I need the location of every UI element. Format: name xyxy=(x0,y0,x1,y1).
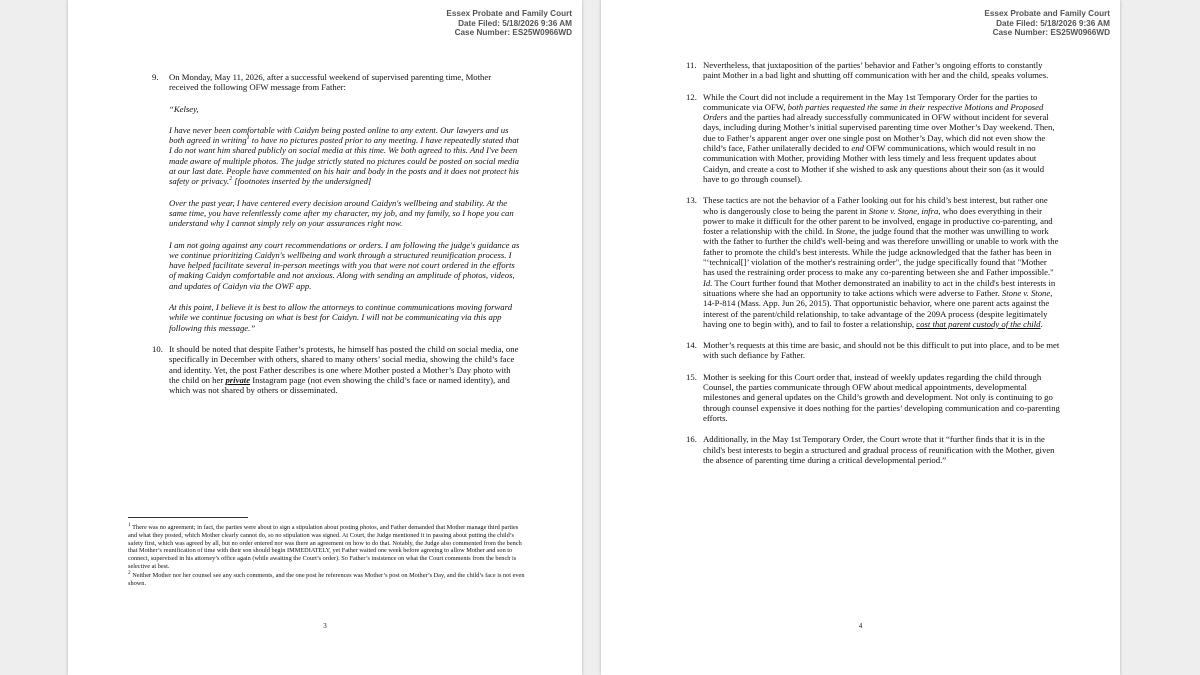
case-number: Case Number: ES25W0966WD xyxy=(992,28,1110,38)
footnote-text: Neither Mother nor her counsel see any such comments, and the one post he references was Mother’s post on Mother’s Day, and the child’s face is not even shown. xyxy=(128,572,525,588)
paragraph-text: , 14-P-814 (Mass. App. Jun 26, 2015). That opportunistic behavior, where one parent acts against the interest of the parent/child relationship, to take advantage of the 209A process (despite legitimately having one to begin with), and to fail to foster a relationship, xyxy=(703,287,1053,329)
quote-text: I have never been comfortable with Caidyn being posted online to any extent. Our lawyers and us both agreed in writing xyxy=(169,124,509,146)
footnotes xyxy=(128,522,528,588)
paragraph-text: OFW communications, which would result in no communication with Mother, providing Mother with less timely and less frequent updates about Caidyn, and create a cost to Mother if she wished to ask any questions about their son (as it would have to go through counsel). xyxy=(703,143,1045,184)
paragraph-text: Nevertheless, that juxtaposition of the parties’ behavior and Father’s ongoing efforts to constantly paint Mother in a bad light and shutting off communication with her and the child, speaks volumes. xyxy=(703,60,1049,81)
case-citation: Id. xyxy=(703,277,713,288)
underlined-emphasis: cost that parent custody of the child xyxy=(916,318,1041,329)
footnote-ref: 1 xyxy=(246,135,250,142)
paragraph-text: Additionally, in the May 1st Temporary Order, the Court wrote that it “further finds that it is in the child's best interests to begin a structured and gradual process of reunification with the Mother, given the absence of parenting time during a critical developmental period.” xyxy=(703,434,1055,465)
case-citation: Stone v. Stone, infra, xyxy=(868,205,941,216)
case-citation: Stone v. Stone xyxy=(1001,287,1051,298)
quote-salutation: “Kelsey, xyxy=(169,103,199,114)
italic-text: end xyxy=(851,143,864,154)
paragraph-text: who does everything in their power to make it difficult for the other parent to be involved, engage in productive co-parenting, and foster a relationship with the child. In xyxy=(703,205,1053,237)
page-body xyxy=(152,72,522,406)
paragraph-text: On Monday, May 11, 2026, after a successful weekend of supervised parenting time, Mother received the following OFW message from Father: xyxy=(169,72,492,93)
paragraph-12 xyxy=(686,92,1060,185)
quote-paragraph-1 xyxy=(169,125,522,187)
emphasis-private: private xyxy=(225,374,251,385)
quote-text: to have no pictures posted prior to any meeting. I have repeatedly stated that I do not want him shared publicly on social media at this time. We both agreed to this. And I've been made aware of multiple photos. The judge strictly stated no pictures could be posted on social media at our last date. People have commented on his hair and body in the posts and it does not protect his safety or privacy. xyxy=(169,135,519,187)
page-number: 4 xyxy=(858,622,863,630)
page-number: 3 xyxy=(323,622,327,630)
paragraph-13 xyxy=(686,195,1060,329)
paragraph-15 xyxy=(686,372,1060,423)
quote-paragraph-3: I am not going against any court recommendations or orders. I am following the judge's guidance as we continue prioritizing Caidyn's wellbeing and work through a structured reunification process. I have helped facilitate several in-person meetings with you that were not court ordered in the efforts of making Caidyn comfortable and not anxious. Along with sending an amplitude of photos, videos, and updates of Caidyn via the OWF app. xyxy=(169,239,520,291)
paragraph-number: 12. xyxy=(686,91,697,102)
paragraph-number: 9. xyxy=(152,72,159,82)
paragraph-text: The Court further found that Mother demonstrated an inability to act in the child's best interests in situations where she had an opportunity to take actions which were adverse to Father. xyxy=(703,277,1056,298)
quote-paragraph-4: At this point, I believe it is best to allow the attorneys to continue communications moving forward while we continue focusing on what is best for Caidyn. I will not be communicating via this app following this message.” xyxy=(169,302,513,333)
paragraph-text: These tactics are not the behavior of a Father looking out for his child’s best interest, but rather one who is dangerously close to being the parent in xyxy=(703,195,1048,216)
paragraph-16 xyxy=(686,434,1060,465)
paragraph-text: , the judge found that the mother was unwilling to work with the father to further the child's well-being and was therefore unwilling or unable to work with the father to promote the child's best interests. While the judge acknowledged that the father has been in "‘technical[]’ violation of the mother's restraining order", the judge specifically found that "Mother has used the restraining order process to make any co-parenting between she and Father impossible." xyxy=(703,226,1059,278)
paragraph-text: It should be noted that despite Father’s protests, he himself has posted the child on social media, one specifically in December with others, shared to many others’ social media, showing the child’s face and identity. Yet, the post Father describes is one where Mother posted a Mother’s Day photo with the child on her xyxy=(169,343,519,385)
case-number: Case Number: ES25W0966WD xyxy=(454,28,572,38)
paragraph-number: 10. xyxy=(152,343,163,354)
paragraph-14 xyxy=(686,340,1060,361)
document-page-4 xyxy=(601,0,1120,675)
paragraph-number: 16. xyxy=(686,434,697,445)
paragraph-number: 11. xyxy=(686,60,697,70)
case-citation: Stone xyxy=(835,226,856,237)
footnote-1 xyxy=(128,522,528,570)
paragraph-text: . xyxy=(1040,318,1043,329)
date-filed: Date Filed: 5/18/2026 9:36 AM xyxy=(458,18,572,28)
italic-text: both parties requested the same in their respective Motions and Proposed Orders xyxy=(703,101,1044,123)
date-filed: Date Filed: 5/18/2026 9:36 AM xyxy=(996,18,1110,28)
quote-paragraph-2: Over the past year, I have centered every decision around Caidyn's wellbeing and stability. At the same time, you have relentlessly come after my character, my job, and my family, so I hope you can understand why I cannot simply rely on your assurances right now. xyxy=(169,197,514,229)
paragraph-number: 14. xyxy=(686,340,697,351)
document-page-3 xyxy=(68,0,582,675)
paragraph-10 xyxy=(152,344,522,395)
quote-text: [footnotes inserted by the undersigned] xyxy=(232,176,372,187)
footnote-mark: 2 xyxy=(128,570,131,577)
paragraph-text: Instagram page (not even showing the child’s face or named identity), and which was not shared by others or disseminated. xyxy=(169,374,510,396)
footnote-separator xyxy=(128,517,248,518)
footnote-ref: 2 xyxy=(229,176,233,183)
page-body xyxy=(686,60,1060,476)
paragraph-text: Mother is seeking for this Court order that, instead of weekly updates regarding the child through Counsel, the parties communicate through OFW about medical appointments, developmental milestones and general updates on the Child’s growth and development. Not only is continuing to go through counsel expensive it does nothing for the parties’ developing communication and co-parenting efforts. xyxy=(703,371,1060,423)
paragraph-9 xyxy=(152,72,522,93)
court-name: Essex Probate and Family Court xyxy=(984,9,1110,18)
paragraph-text: Mother’s requests at this time are basic, and should not be this difficult to put into place, and to be met with such defiance by Father. xyxy=(703,340,1060,361)
footnote-text: There was no agreement; in fact, the parties were about to sign a stipulation about posting photos, and Father demanded that Mother manage third parties and what they posted, which Mother clearly cannot do, so no stipulation was signed. At Court, the Judge mentioned it in passing about putting the child’s safety first, which was agreed by all, but no order entered nor was there an agreement on how to do that. Notably, the Judge also commented from the bench that Mother’s reunification of time with their son should begin IMMEDIATELY, yet Father waited one week before agreeing to allow Mother and son to connect, supervised in his attorney’s office again (while awaiting the Court’s order). So Father’s insistence on what the Court comments from the bench is selective at best. xyxy=(128,524,522,570)
paragraph-text: and the parties had already successfully communicated in OFW without incident for several days, including during Mother’s initial supervised parenting time over Mother’s Day weekend. Then, due to Father’s apparent anger over one single post on Mother’s Day, which did not even show the child’s face, Father unilaterally decided to xyxy=(703,112,1055,154)
filing-header xyxy=(984,9,1110,38)
filing-header xyxy=(446,9,572,38)
paragraph-11 xyxy=(686,60,1060,81)
paragraph-number: 13. xyxy=(686,195,697,206)
paragraph-number: 15. xyxy=(686,371,697,382)
paragraph-text: While the Court did not include a requirement in the May 1st Temporary Order for the parties to communicate via OFW, xyxy=(703,91,1038,112)
footnote-mark: 1 xyxy=(128,522,131,528)
footnote-2 xyxy=(128,570,528,588)
court-name: Essex Probate and Family Court xyxy=(446,9,572,18)
